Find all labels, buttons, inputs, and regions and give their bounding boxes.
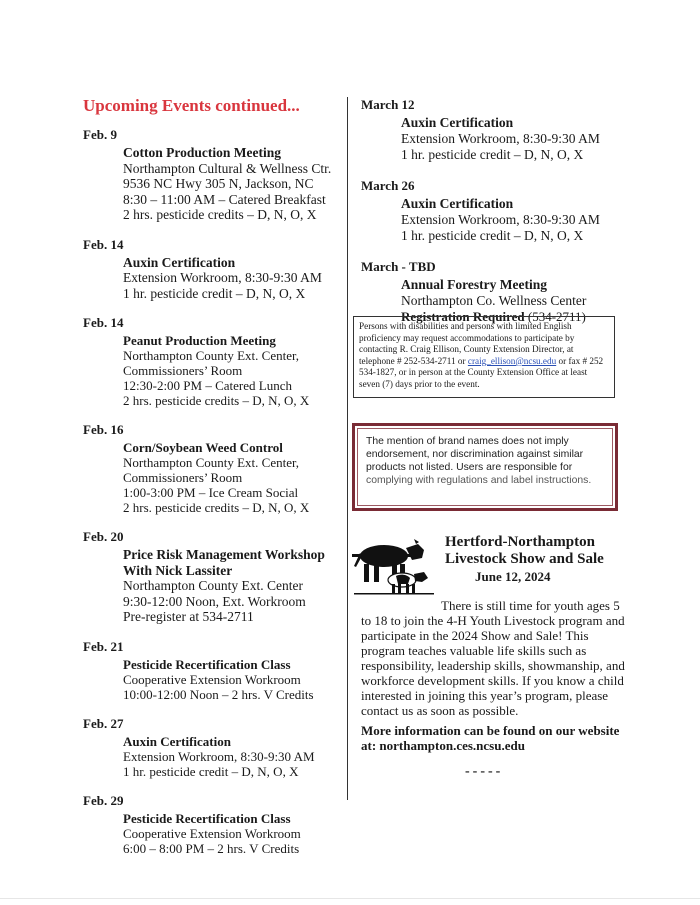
event-details bbox=[123, 440, 345, 515]
livestock-body-text: There is still time for youth ages 5 to 18 to join the 4-H Youth Livestock program and participate in the 2024 Show and Sale! This program teaches valuable life skills such as responsibility, leadership skills, showmanship, and workforce development skills. If you know a child interested in joining this year’s program, please contact us as soon as possible. bbox=[361, 598, 625, 718]
event-detail-line: Commissioners’ Room bbox=[123, 470, 243, 485]
event-detail-line: 9536 NC Hwy 305 N, Jackson, NC bbox=[123, 176, 314, 191]
brand-disclaimer-text-end: complying with regulations and label instructions. bbox=[366, 475, 592, 486]
event-detail-line: Northampton County Ext. Center bbox=[123, 578, 303, 593]
event-detail-line: Cooperative Extension Workroom bbox=[123, 825, 301, 841]
event-date: Feb. 14 bbox=[83, 315, 124, 330]
event-date: Feb. 21 bbox=[83, 638, 124, 654]
registration-required-label: Registration Required bbox=[401, 309, 525, 324]
section-separator: ----- bbox=[465, 764, 504, 779]
accommodation-notice bbox=[353, 316, 615, 398]
event-date: Feb. 14 bbox=[83, 236, 124, 252]
page-title: Upcoming Events continued... bbox=[83, 96, 300, 115]
event-detail-line: 6:00 – 8:00 PM – 2 hrs. V Credits bbox=[123, 840, 300, 856]
column-divider bbox=[347, 97, 348, 800]
event-name: Annual Forestry Meeting bbox=[401, 277, 547, 292]
event-detail-line: 1:00-3:00 PM – Ice Cream Social bbox=[123, 485, 299, 500]
left-events-column bbox=[83, 127, 345, 870]
event-detail-line: Commissioners’ Room bbox=[123, 363, 243, 378]
event-name: Price Risk Management Workshop bbox=[123, 547, 325, 562]
event-name-continued: With Nick Lassiter bbox=[123, 562, 233, 578]
notice-text-before: Persons with disabilities and persons with limited English proficiency may request accommodations to participate by contacting R. Craig Ellison, County Extension Director, at telephone # 252-534-2711 or bbox=[359, 321, 575, 366]
event-name: Auxin Certification bbox=[123, 733, 231, 749]
notice-text-after: or fax # 252 534-1827, or in person at the County Extension Office at least seven (7) days prior to the event. bbox=[359, 355, 604, 389]
event-detail-line: 10:00-12:00 Noon – 2 hrs. V Credits bbox=[123, 686, 314, 702]
website-info: More information can be found on our website at: northampton.ces.ncsu.edu bbox=[361, 723, 620, 753]
event-details bbox=[401, 196, 623, 244]
event-detail-line: 1 hr. pesticide credit – D, N, O, X bbox=[401, 228, 584, 243]
left-event bbox=[83, 315, 345, 408]
event-detail-line: Extension Workroom, 8:30-9:30 AM bbox=[401, 131, 600, 146]
left-event bbox=[83, 716, 345, 779]
event-detail-line: 2 hrs. pesticide credits – D, N, O, X bbox=[123, 393, 310, 408]
livestock-show-description bbox=[361, 598, 626, 718]
event-date: Feb. 16 bbox=[83, 422, 124, 437]
event-detail-line: 2 hrs. pesticide credits – D, N, O, X bbox=[123, 207, 317, 222]
event-date: March 12 bbox=[361, 97, 415, 112]
event-date: Feb. 20 bbox=[83, 529, 124, 544]
event-name: Cotton Production Meeting bbox=[123, 145, 281, 160]
left-event bbox=[83, 127, 345, 223]
event-detail-line: 9:30-12:00 Noon, Ext. Workroom bbox=[123, 593, 306, 609]
left-event bbox=[83, 422, 345, 515]
event-detail-line: 1 hr. pesticide credit – D, N, O, X bbox=[123, 763, 299, 779]
left-event bbox=[83, 237, 345, 302]
event-detail-line: 8:30 – 11:00 AM – Catered Breakfast bbox=[123, 191, 326, 207]
registration-phone: (534-2711) bbox=[524, 309, 586, 324]
event-name: Auxin Certification bbox=[123, 254, 236, 270]
left-event bbox=[83, 793, 345, 856]
event-details bbox=[123, 811, 345, 856]
event-detail-line: 2 hrs. pesticide credits – D, N, O, X bbox=[123, 500, 310, 515]
event-detail-line: Northampton County Ext. Center, bbox=[123, 455, 300, 470]
event-name: Auxin Certification bbox=[401, 196, 514, 211]
left-event bbox=[83, 639, 345, 702]
director-email-link[interactable]: craig_ellison@ncsu.edu bbox=[467, 355, 557, 366]
event-detail-line: 12:30-2:00 PM – Catered Lunch bbox=[123, 378, 292, 393]
right-event bbox=[361, 97, 623, 163]
event-details bbox=[123, 333, 345, 408]
event-date: March - TBD bbox=[361, 259, 436, 274]
right-events-column bbox=[361, 97, 623, 340]
event-date: Feb. 29 bbox=[83, 792, 124, 808]
livestock-show-title: Hertford-Northampton Livestock Show and Sale bbox=[445, 534, 604, 567]
event-detail-line: Northampton Co. Wellness Center bbox=[401, 293, 587, 308]
event-detail-line: Extension Workroom, 8:30-9:30 AM bbox=[401, 212, 600, 227]
event-details bbox=[123, 734, 345, 779]
event-name: Peanut Production Meeting bbox=[123, 333, 276, 348]
event-detail-line: Cooperative Extension Workroom bbox=[123, 671, 301, 687]
event-date: March 26 bbox=[361, 178, 415, 193]
event-date: Feb. 27 bbox=[83, 715, 124, 731]
livestock-show-date: June 12, 2024 bbox=[475, 569, 551, 584]
event-name: Pesticide Recertification Class bbox=[123, 810, 291, 826]
event-date: Feb. 9 bbox=[83, 127, 117, 142]
event-name: Pesticide Recertification Class bbox=[123, 656, 291, 672]
event-details bbox=[123, 657, 345, 702]
event-details bbox=[123, 145, 345, 223]
event-detail-line: Pre-register at 534-2711 bbox=[123, 609, 254, 624]
left-event bbox=[83, 529, 345, 625]
right-event bbox=[361, 178, 623, 244]
brand-disclaimer-box bbox=[352, 423, 618, 511]
event-detail-line: Extension Workroom, 8:30-9:30 AM bbox=[123, 748, 315, 764]
event-name: Corn/Soybean Weed Control bbox=[123, 440, 283, 455]
event-detail-line: 1 hr. pesticide credit – D, N, O, X bbox=[401, 147, 584, 162]
event-details bbox=[401, 115, 623, 163]
brand-disclaimer-text: The mention of brand names does not imply endorsement, nor discrimination against similar products not listed. Users are responsible for bbox=[366, 436, 584, 473]
cattle-icon bbox=[352, 536, 436, 596]
event-detail-line: Northampton County Ext. Center, bbox=[123, 348, 300, 363]
event-detail-line: 1 hr. pesticide credit – D, N, O, X bbox=[123, 285, 306, 301]
event-details bbox=[123, 255, 345, 302]
event-detail-line: Extension Workroom, 8:30-9:30 AM bbox=[123, 270, 322, 285]
event-details bbox=[123, 547, 345, 625]
event-name: Auxin Certification bbox=[401, 115, 514, 130]
event-detail-line: Northampton Cultural & Wellness Ctr. bbox=[123, 160, 332, 176]
page-bottom-edge bbox=[0, 898, 700, 899]
